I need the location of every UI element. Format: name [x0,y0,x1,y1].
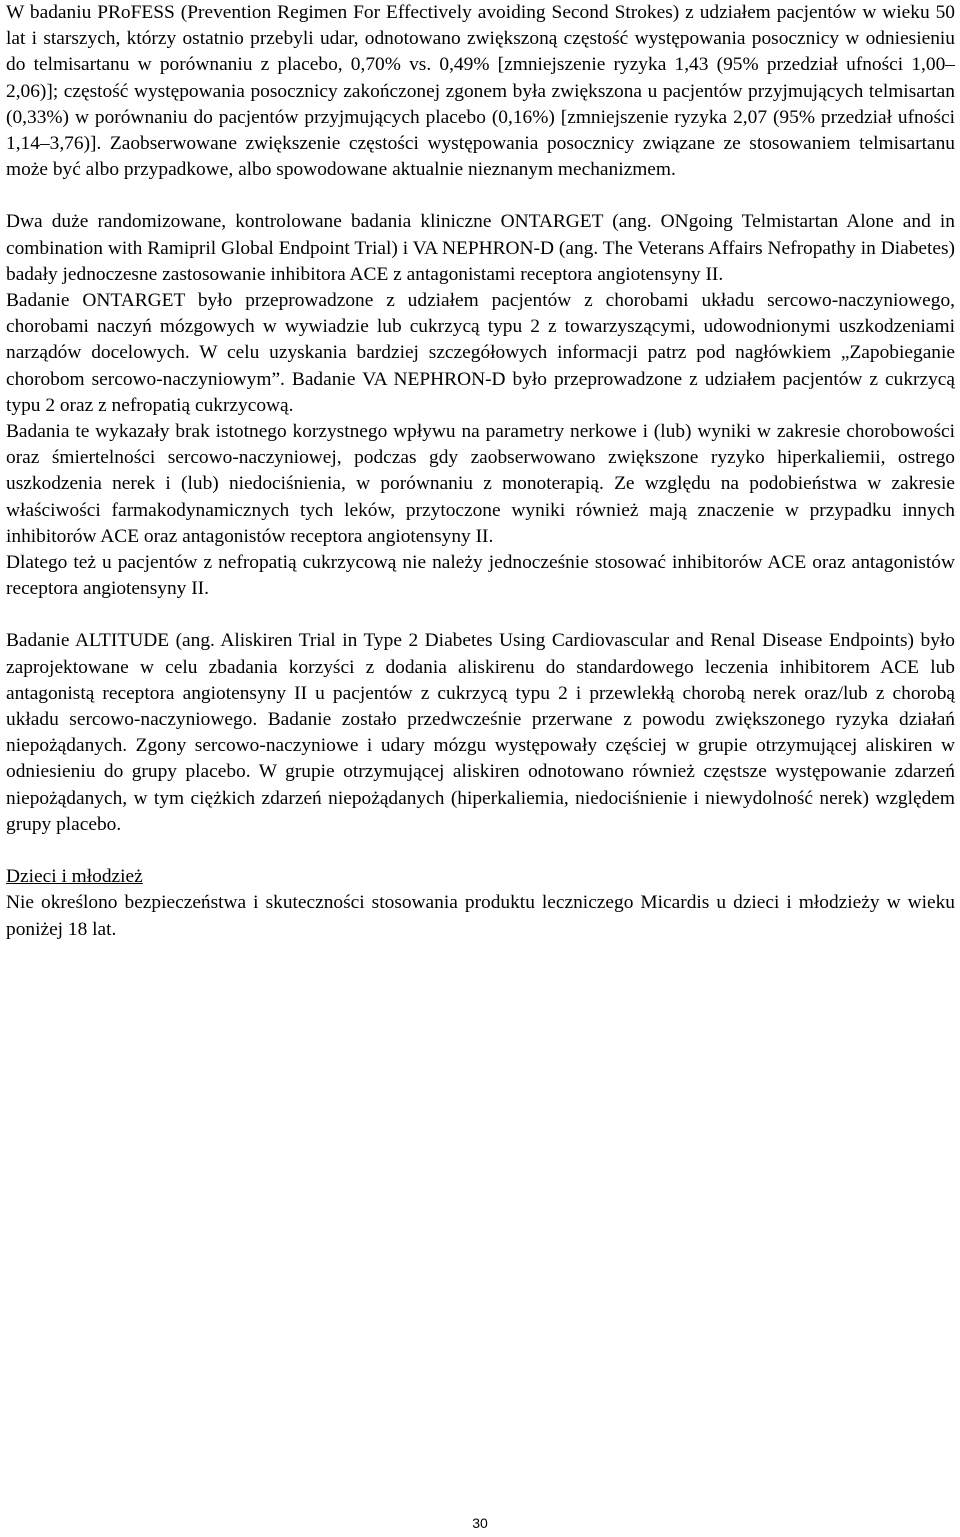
paragraph-gap [6,838,955,864]
paragraph-study-results: Badania te wykazały brak istotnego korzystnego wpływu na parametry nerkowe i (lub) wyniki w zakresie chorobowości oraz śmiertelności sercowo-naczyniowej, podczas gdy zaobserwowano zwiększone ryzyko hiperkaliemii, ostrego uszkodzenia nerek i (lub) niedociśnienia, w porównaniu z monoterapią. Ze względu na podobieństwa w zakresie właściwości farmakodynamicznych tych leków, przytoczone wyniki również mają znaczenie w przypadku innych inhibitorów ACE oraz antagonistów receptora angiotensyny II. [6,421,955,547]
paragraph-children: Nie określono bezpieczeństwa i skuteczności stosowania produktu leczniczego Micardis u dzieci i młodzieży w wieku poniżej 18 lat. [6,892,955,940]
paragraph-gap [6,183,955,209]
section-heading-children: Dzieci i młodzież [6,866,143,888]
page-number: 30 [472,1515,488,1531]
paragraph-profess-study: W badaniu PRoFESS (Prevention Regimen For Effectively avoiding Second Strokes) z udziałem pacjentów w wieku 50 lat i starszych, którzy ostatnio przebyli udar, odnotowano zwiększoną częstość występowania posocznicy w odniesieniu do telmisartanu w porównaniu z placebo, 0,70% vs. 0,49% [zmniejszenie ryzyka 1,43 (95% przedział ufności 1,00–2,06)]; częstość występowania posocznicy zakończonej zgonem była zwiększona u pacjentów przyjmujących telmisartan (0,33%) w porównaniu do pacjentów przyjmujących placebo (0,16%) [zmniejszenie ryzyka 2,07 (95% przedział ufności 1,14–3,76)]. Zaobserwowane zwiększenie częstości występowania posocznicy związane ze stosowaniem telmisartanu może być albo przypadkowe, albo spowodowane aktualnie nieznanym mechanizmem. [6,2,955,181]
paragraph-ontarget-details: Badanie ONTARGET było przeprowadzone z udziałem pacjentów z chorobami układu sercowo-naczyniowego, chorobami naczyń mózgowych w wywiadzie lub cukrzycą typu 2 z towarzyszącymi, udowodnionymi uszkodzeniami narządów docelowych. W celu uzyskania bardziej szczegółowych informacji patrz pod nagłówkiem „Zapobieganie chorobom sercowo-naczyniowym”. Badanie VA NEPHRON-D było przeprowadzone z udziałem pacjentów z cukrzycą typu 2 oraz z nefropatią cukrzycową. [6,290,955,416]
paragraph-ontarget-nephron-intro: Dwa duże randomizowane, kontrolowane badania kliniczne ONTARGET (ang. ONgoing Telmistartan Alone and in combination with Ramipril Global Endpoint Trial) i VA NEPHRON-D (ang. The Veterans Affairs Nefropathy in Diabetes) badały jednoczesne zastosowanie inhibitora ACE z antagonistami receptora angiotensyny II. [6,211,955,285]
document-page [6,0,955,943]
paragraph-recommendation: Dlatego też u pacjentów z nefropatią cukrzycową nie należy jednocześnie stosować inhibitorów ACE oraz antagonistów receptora angiotensyny II. [6,552,955,600]
paragraph-altitude-study: Badanie ALTITUDE (ang. Aliskiren Trial in Type 2 Diabetes Using Cardiovascular and Renal Disease Endpoints) było zaprojektowane w celu zbadania korzyści z dodania aliskirenu do standardowego leczenia inhibitorem ACE lub antagonistą receptora angiotensyny II u pacjentów z cukrzycą typu 2 i przewlekłą chorobą nerek oraz/lub z chorobą układu sercowo-naczyniowego. Badanie zostało przedwcześnie przerwane z powodu zwiększonego ryzyka działań niepożądanych. Zgony sercowo-naczyniowe i udary mózgu występowały częściej w grupie otrzymującej aliskiren w odniesieniu do grupy placebo. W grupie otrzymującej aliskiren odnotowano również częstsze występowanie zdarzeń niepożądanych, w tym ciężkich zdarzeń niepożądanych (hiperkaliemia, niedociśnienie i niewydolność nerek) względem grupy placebo. [6,630,955,835]
paragraph-gap [6,602,955,628]
